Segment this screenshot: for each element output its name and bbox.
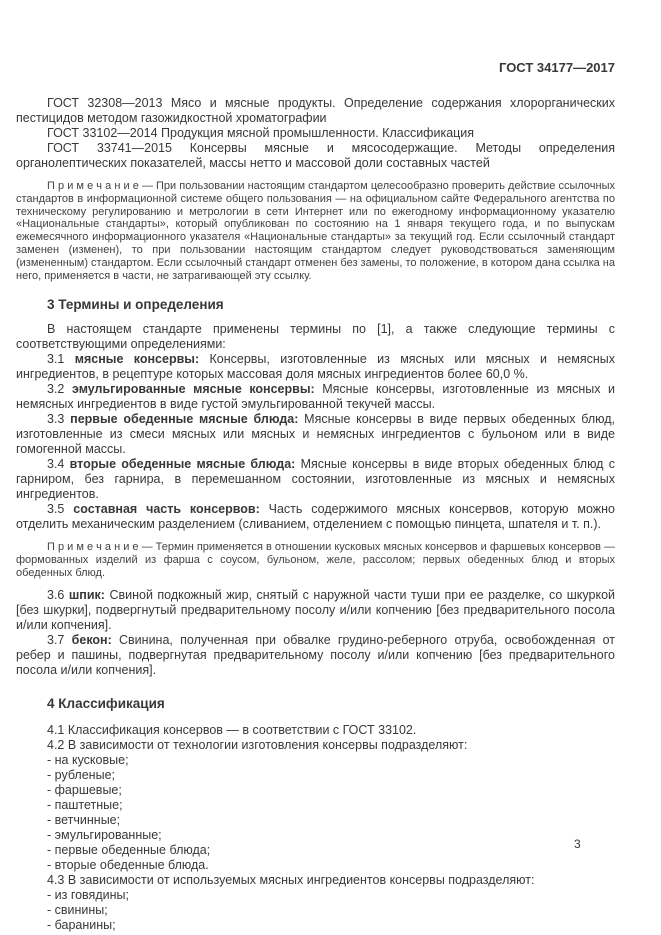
term-text: Свинина, полученная при обвалке грудино-реберного отруба, освобожденная от ребер и пашины, подвергнутая предварительному посолу и/или копчению [без предварительного посола и/или копчения].: [16, 632, 615, 677]
term-number: 3.6: [47, 587, 65, 602]
term-number: 3.2: [47, 382, 65, 397]
term-text: Мясные консервы в виде первых обеденных блюд, изготовленные из смеси мясных или мясных и немясных ингредиентов с бульоном или в виде гомогенной массы.: [16, 412, 615, 457]
term-name: составная часть консервов:: [73, 502, 260, 517]
classification-section: [16, 696, 615, 933]
term-definition-3-4: [16, 457, 615, 502]
term-number: 3.3: [47, 412, 65, 427]
note-text: — Термин применяется в отношении кусковых мясных консервов и фаршевых консервов — формованных изделий из фарша с соусом, бульоном, желе, рассолом; первых обеденных блюд и вторых обеденных блюд.: [16, 541, 615, 579]
term-text: Часть содержимого мясных консервов, которую можно отделить механическим разделением (сливанием, отделением с помощью пинцета, шпателя и т. п.).: [16, 502, 615, 532]
reference-item: ГОСТ 33741—2015 Консервы мясные и мясосодержащие. Методы определения органолептических показателей, массы нетто и массовой доли составных частей: [16, 141, 615, 170]
classification-paragraph-4-2: 4.2 В зависимости от технологии изготовления консервы подразделяют:: [47, 737, 468, 752]
list-item: - первые обеденные блюда;: [47, 842, 211, 857]
terms-intro: В настоящем стандарте применены термины по [1], а также следующие термины с соответствующими определениями:: [16, 322, 615, 352]
term-name: эмульгированные мясные консервы:: [71, 382, 315, 397]
term-definition-3-2: [16, 382, 615, 412]
reference-item: ГОСТ 33102—2014 Продукция мясной промышленности. Классификация: [47, 126, 475, 140]
list-item: - рубленые;: [47, 767, 115, 782]
note-label: П р и м е ч а н и е: [47, 180, 139, 192]
term-definition-3-6: [16, 588, 615, 633]
term-definition-3-7: [16, 633, 615, 678]
term-text: Свиной подкожный жир, снятый с наружной части туши при ее разделке, со шкуркой [без шкурки], подвергнутый предварительному посолу и/или копчению [без предварительного посола и/или копчения].: [16, 587, 615, 632]
list-item: - свинины;: [47, 902, 108, 917]
list-item: - на кусковые;: [47, 752, 129, 767]
terms-note: [16, 541, 615, 579]
list-item: - паштетные;: [47, 797, 123, 812]
term-text: Мясные консервы в виде вторых обеденных блюд с гарниром, без гарнира, в перемешанном состоянии, изготовленные из мясных и немясных ингредиентов.: [16, 457, 615, 502]
term-name: вторые обеденные мясные блюда:: [69, 457, 296, 472]
classification-paragraph-4-1: 4.1 Классификация консервов — в соответствии с ГОСТ 33102.: [47, 722, 417, 737]
running-header: ГОСТ 34177—2017: [499, 60, 615, 75]
term-definition-3-1: [16, 352, 615, 382]
section-heading-classification: 4 Классификация: [47, 695, 165, 711]
page-content: [16, 61, 615, 933]
list-item: - из говядины;: [47, 887, 129, 902]
term-definition-3-3: [16, 412, 615, 457]
section-heading-terms: 3 Термины и определения: [47, 297, 224, 313]
note-label: П р и м е ч а н и е: [47, 541, 139, 554]
term-definition-3-5: [16, 502, 615, 532]
references-section: [16, 96, 615, 282]
page-number: 3: [574, 837, 581, 851]
terms-section: [16, 297, 615, 677]
list-item: - ветчинные;: [47, 812, 121, 827]
list-item: - фаршевые;: [47, 782, 122, 797]
list-item: - эмульгированные;: [47, 827, 162, 842]
classification-paragraph-4-3: 4.3 В зависимости от используемых мясных ингредиентов консервы подразделяют:: [47, 872, 535, 887]
note-text: — При пользовании настоящим стандартом целесообразно проверить действие ссылочных стандартов в информационной системе общего пользования — на официальном сайте Федерального агентства по техническому регулированию и метрологии в сети Интернет или по ежегодному информационному указателю «Национальные стандарты», который опубликован по состоянию на 1 января текущего года, и по выпускам ежемесячного информационного указателя «Национальные стандарты» за текущий год. Если ссылочный стандарт заменен (изменен), то при пользовании настоящим стандартом следует руководствоваться заменяющим (измененным) стандартом. Если ссылочный стандарт отменен без замены, то положение, в котором дана ссылка на него, применяется в части, не затрагивающей эту ссылку.: [16, 180, 615, 282]
term-number: 3.1: [47, 352, 65, 367]
term-name: бекон:: [71, 632, 112, 647]
references-note: [16, 180, 615, 282]
list-item: - баранины;: [47, 917, 116, 932]
term-text: Мясные консервы, изготовленные из мясных и немясных ингредиентов в виде густой эмульгированной текучей массы.: [16, 382, 615, 412]
term-number: 3.4: [47, 457, 65, 472]
term-name: мясные консервы:: [74, 352, 200, 367]
term-text: Консервы, изготовленные из мясных или мясных и немясных ингредиентов, в рецептуре которых массовая доля мясных ингредиентов более 60,0 %.: [16, 352, 615, 382]
term-name: первые обеденные мясные блюда:: [70, 412, 299, 427]
list-item: - вторые обеденные блюда.: [47, 857, 209, 872]
term-name: шпик:: [68, 587, 105, 602]
term-number: 3.5: [47, 502, 65, 517]
term-number: 3.7: [47, 632, 65, 647]
reference-item: ГОСТ 32308—2013 Мясо и мясные продукты. Определение содержания хлорорганических пестицидов методом газожидкостной хроматографии: [16, 96, 615, 125]
